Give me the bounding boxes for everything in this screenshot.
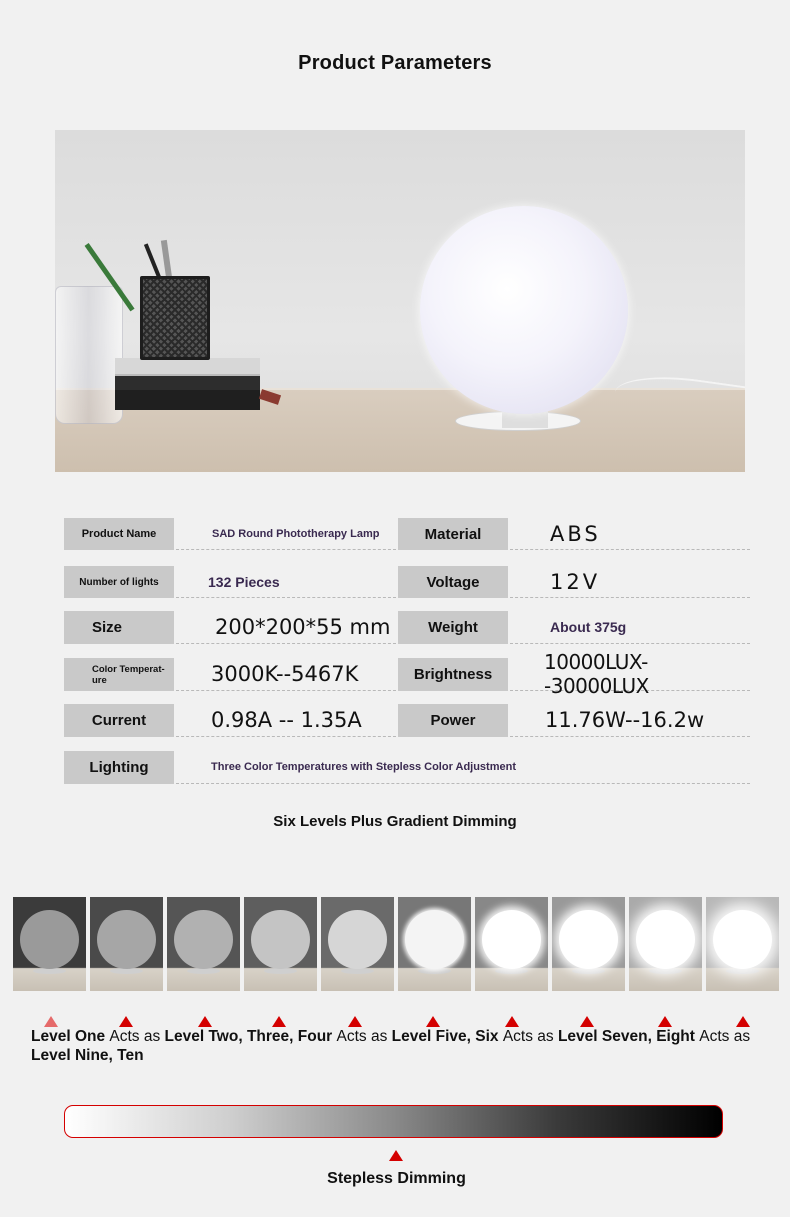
level-tile-2 [90,897,163,991]
triangle-marker-icon [119,1016,133,1027]
level-tile-5 [321,897,394,991]
level-tile-7 [475,897,548,991]
triangle-marker-icon [580,1016,594,1027]
spec-value-power: 11.76W--16.2w [510,704,750,737]
level-one: Level One [31,1028,106,1045]
triangle-marker-icon [658,1016,672,1027]
round-lamp-illustration [420,206,628,414]
pen-holder-illustration [140,276,210,360]
spec-value-number-of-lights: 132 Pieces [176,566,396,598]
lamp-disc-8 [559,910,618,969]
lamp-disc-1 [20,910,79,969]
level-tile-6 [398,897,471,991]
stepless-dimming-label: Stepless Dimming [327,1170,466,1187]
spec-value-weight: About 375g [510,611,750,644]
spec-label-lighting: Lighting [64,751,174,784]
spec-label-voltage: Voltage [398,566,508,598]
lamp-disc-5 [328,910,387,969]
dimming-title: Six Levels Plus Gradient Dimming [273,813,517,830]
spec-value-product-name: SAD Round Phototherapy Lamp [176,518,396,550]
spec-value-current: 0.98A -- 1.35A [176,704,396,737]
triangle-marker-icon [198,1016,212,1027]
triangle-marker-icon [426,1016,440,1027]
triangle-marker-icon [44,1016,58,1027]
spec-value-material: ABS [510,518,750,550]
page-title: Product Parameters [298,52,492,74]
lamp-disc-7 [482,910,541,969]
lamp-disc-2 [97,910,156,969]
spec-value-voltage: 12V [510,566,750,598]
spec-label-size: Size [64,611,174,644]
level-five-six: Level Five, Six [391,1028,499,1045]
lamp-disc-9 [636,910,695,969]
level-tile-9 [629,897,702,991]
spec-label-color-temperature: Color Temperat-ure [64,658,174,691]
spec-value-brightness: 10000LUX--30000LUX [510,658,750,691]
spec-label-material: Material [398,518,508,550]
spec-value-size: 200*200*55 mm [176,611,396,644]
triangle-marker-icon [505,1016,519,1027]
triangle-marker-icon [736,1016,750,1027]
lamp-disc-10 [713,910,772,969]
level-tile-4 [244,897,317,991]
lamp-disc-3 [174,910,233,969]
lamp-disc-4 [251,910,310,969]
level-two-three: Level Two, Three, [164,1028,294,1045]
lamp-disc-6 [405,910,464,969]
level-four: Four [297,1028,333,1045]
triangle-marker-icon [348,1016,362,1027]
spec-label-current: Current [64,704,174,737]
level-tile-10 [706,897,779,991]
stepless-gradient-bar [64,1105,723,1138]
spec-value-color-temperature: 3000K--5467K [176,658,396,691]
triangle-marker-icon [272,1016,286,1027]
glass-illustration [55,286,123,424]
level-tile-3 [167,897,240,991]
spec-label-weight: Weight [398,611,508,644]
spec-label-brightness: Brightness [398,658,508,691]
level-seven-eight: Level Seven, Eight [557,1028,695,1045]
levels-description: Level One Acts as Level Two, Three, Four Acts as Level Five, Six Acts as Level Seven, Eight Acts as Level Nine, Ten [31,1028,751,1064]
level-nine-ten: Level Nine, Ten [31,1047,144,1064]
product-photo [55,130,745,472]
level-tile-8 [552,897,625,991]
level-tile-1 [13,897,86,991]
spec-label-power: Power [398,704,508,737]
triangle-marker-icon [389,1150,403,1161]
spec-value-lighting: Three Color Temperatures with Stepless Color Adjustment [176,751,750,784]
spec-label-product-name: Product Name [64,518,174,550]
spec-label-number-of-lights: Number of lights [64,566,174,598]
